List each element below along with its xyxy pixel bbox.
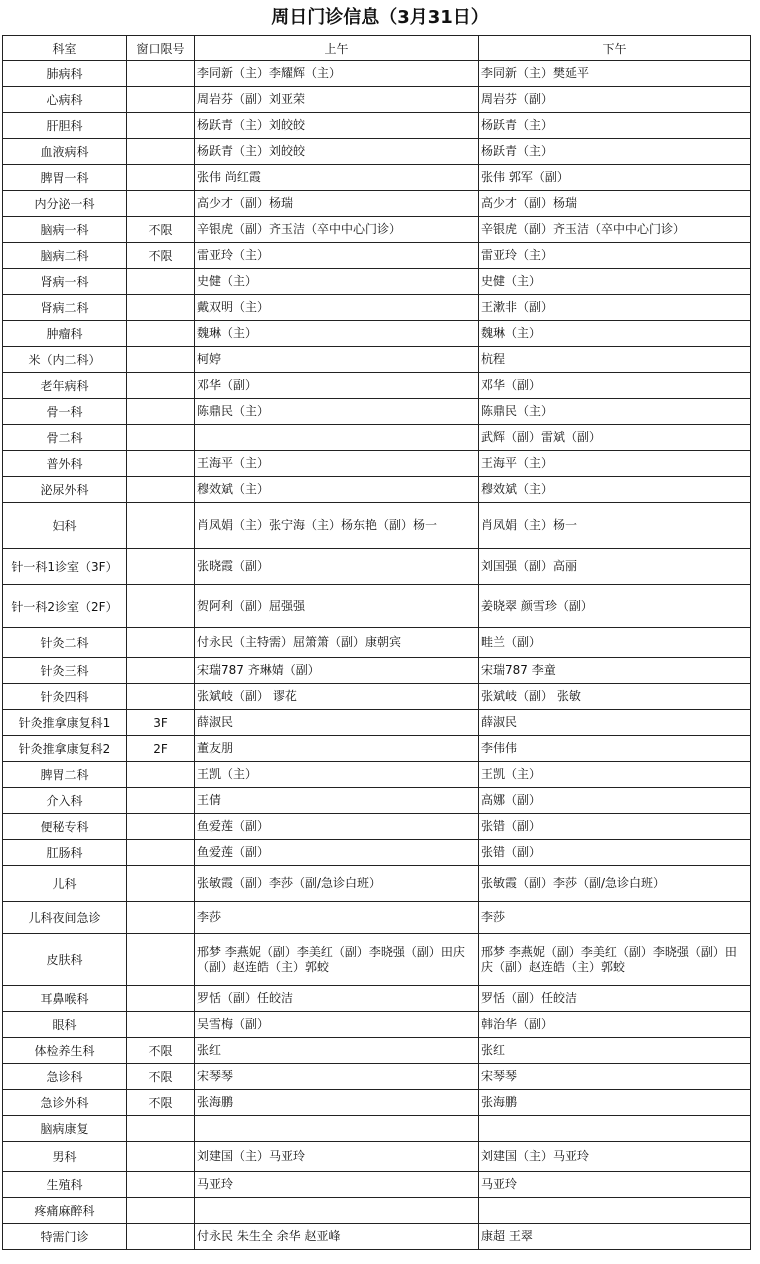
limit-cell [127,321,195,347]
table-row [3,1116,751,1142]
dept-cell: 儿科夜间急诊 [3,902,127,934]
table-row [3,191,751,217]
dept-cell: 老年病科 [3,373,127,399]
limit-cell [127,451,195,477]
dept-cell: 针灸推拿康复科1 [3,710,127,736]
pm-cell: 高娜（副） [479,788,751,814]
am-cell: 刘建国（主）马亚玲 [195,1142,479,1172]
limit-cell [127,814,195,840]
dept-cell: 针灸三科 [3,658,127,684]
pm-cell: 刘建国（主）马亚玲 [479,1142,751,1172]
limit-cell [127,1198,195,1224]
am-cell: 雷亚玲（主） [195,243,479,269]
header-pm: 下午 [479,36,751,61]
limit-cell [127,425,195,451]
table-row [3,902,751,934]
am-cell: 董友朋 [195,736,479,762]
pm-cell: 魏琳（主） [479,321,751,347]
page-title: 周日门诊信息（3月31日） [271,7,489,28]
dept-cell: 针灸推拿康复科2 [3,736,127,762]
am-cell: 陈鼎民（主） [195,399,479,425]
dept-cell: 针一科1诊室（3F） [3,549,127,585]
pm-cell [479,1198,751,1224]
am-cell: 鱼爱莲（副） [195,814,479,840]
am-cell: 罗恬（副）任皎洁 [195,986,479,1012]
am-cell: 张敏霞（副）李莎（副/急诊白班） [195,866,479,902]
table-row [3,165,751,191]
am-cell: 王倩 [195,788,479,814]
dept-cell: 眼科 [3,1012,127,1038]
table-row [3,139,751,165]
table-row [3,503,751,549]
am-cell: 杨跃青（主）刘皎皎 [195,139,479,165]
am-cell: 周岩芬（副）刘亚荣 [195,87,479,113]
header-am: 上午 [195,36,479,61]
table-row [3,399,751,425]
limit-cell [127,139,195,165]
dept-cell: 针灸四科 [3,684,127,710]
pm-cell: 张敏霞（副）李莎（副/急诊白班） [479,866,751,902]
table-row [3,451,751,477]
limit-cell: 不限 [127,217,195,243]
table-row [3,866,751,902]
am-cell: 薛淑民 [195,710,479,736]
limit-cell [127,902,195,934]
limit-cell [127,628,195,658]
am-cell: 辛银虎（副）齐玉洁（卒中中心门诊） [195,217,479,243]
limit-cell [127,684,195,710]
dept-cell: 儿科 [3,866,127,902]
dept-cell: 骨二科 [3,425,127,451]
limit-cell: 不限 [127,1090,195,1116]
pm-cell: 薛淑民 [479,710,751,736]
am-cell: 柯婷 [195,347,479,373]
table-row [3,1198,751,1224]
limit-cell [127,1116,195,1142]
am-cell: 李莎 [195,902,479,934]
limit-cell [127,1012,195,1038]
table-row [3,477,751,503]
limit-cell: 2F [127,736,195,762]
am-cell: 宋瑞787 齐琳婧（副） [195,658,479,684]
dept-cell: 普外科 [3,451,127,477]
pm-cell: 李同新（主）樊延平 [479,61,751,87]
dept-cell: 体检养生科 [3,1038,127,1064]
am-cell: 贺阿利（副）屈强强 [195,585,479,628]
table-row [3,1064,751,1090]
limit-cell [127,585,195,628]
table-row [3,1038,751,1064]
limit-cell [127,113,195,139]
limit-cell [127,477,195,503]
pm-cell: 李莎 [479,902,751,934]
am-cell: 杨跃青（主）刘皎皎 [195,113,479,139]
am-cell: 吴雪梅（副） [195,1012,479,1038]
dept-cell: 脾胃二科 [3,762,127,788]
am-cell: 付永民（主特需）屈箫箫（副）康朝宾 [195,628,479,658]
schedule-table [2,35,751,1250]
limit-cell [127,840,195,866]
table-row [3,1224,751,1250]
limit-cell: 不限 [127,1064,195,1090]
limit-cell [127,165,195,191]
am-cell: 高少才（副）杨瑞 [195,191,479,217]
dept-cell: 男科 [3,1142,127,1172]
limit-cell [127,503,195,549]
am-cell: 史健（主） [195,269,479,295]
am-cell: 王凯（主） [195,762,479,788]
am-cell: 李同新（主）李耀辉（主） [195,61,479,87]
dept-cell: 耳鼻喉科 [3,986,127,1012]
pm-cell: 康超 王翠 [479,1224,751,1250]
limit-cell [127,549,195,585]
am-cell: 张晓霞（副） [195,549,479,585]
am-cell: 宋琴琴 [195,1064,479,1090]
table-row [3,321,751,347]
pm-cell: 雷亚玲（主） [479,243,751,269]
table-row [3,762,751,788]
table-row [3,585,751,628]
pm-cell: 姜晓翠 颜雪珍（副） [479,585,751,628]
pm-cell: 刘国强（副）高丽 [479,549,751,585]
pm-cell: 高少才（副）杨瑞 [479,191,751,217]
am-cell: 肖凤娟（主）张宁海（主）杨东艳（副）杨一 [195,503,479,549]
dept-cell: 皮肤科 [3,934,127,986]
table-row [3,658,751,684]
dept-cell: 米（内二科） [3,347,127,373]
pm-cell: 宋琴琴 [479,1064,751,1090]
limit-cell [127,986,195,1012]
dept-cell: 脑病二科 [3,243,127,269]
dept-cell: 泌尿外科 [3,477,127,503]
table-row [3,986,751,1012]
dept-cell: 肺病科 [3,61,127,87]
pm-cell: 张海鹏 [479,1090,751,1116]
dept-cell: 肿瘤科 [3,321,127,347]
pm-cell: 肖凤娟（主）杨一 [479,503,751,549]
dept-cell: 介入科 [3,788,127,814]
limit-cell: 不限 [127,243,195,269]
dept-cell: 脑病康复 [3,1116,127,1142]
table-row [3,1172,751,1198]
dept-cell: 生殖科 [3,1172,127,1198]
am-cell: 邓华（副） [195,373,479,399]
am-cell [195,1116,479,1142]
limit-cell [127,658,195,684]
am-cell [195,425,479,451]
limit-cell [127,87,195,113]
am-cell: 张伟 尚红霞 [195,165,479,191]
am-cell: 戴双明（主） [195,295,479,321]
dept-cell: 血液病科 [3,139,127,165]
dept-cell: 急诊科 [3,1064,127,1090]
pm-cell: 杨跃青（主） [479,139,751,165]
pm-cell: 韩治华（副） [479,1012,751,1038]
pm-cell: 马亚玲 [479,1172,751,1198]
table-row [3,87,751,113]
pm-cell: 辛银虎（副）齐玉洁（卒中中心门诊） [479,217,751,243]
table-row [3,549,751,585]
dept-cell: 肾病二科 [3,295,127,321]
am-cell: 张红 [195,1038,479,1064]
am-cell: 魏琳（主） [195,321,479,347]
limit-cell [127,269,195,295]
dept-cell: 急诊外科 [3,1090,127,1116]
pm-cell: 武辉（副）雷斌（副） [479,425,751,451]
limit-cell [127,373,195,399]
limit-cell [127,1142,195,1172]
pm-cell: 张斌岐（副） 张敏 [479,684,751,710]
table-row [3,243,751,269]
am-cell: 邢梦 李燕妮（副）李美红（副）李晓强（副）田庆（副）赵连皓（主）郭蛟 [195,934,479,986]
am-cell [195,1198,479,1224]
dept-cell: 便秘专科 [3,814,127,840]
table-row [3,710,751,736]
pm-cell: 邢梦 李燕妮（副）李美红（副）李晓强（副）田庆（副）赵连皓（主）郭蛟 [479,934,751,986]
table-row [3,61,751,87]
table-row [3,347,751,373]
pm-cell [479,1116,751,1142]
dept-cell: 内分泌一科 [3,191,127,217]
pm-cell: 杭程 [479,347,751,373]
pm-cell: 王海平（主） [479,451,751,477]
pm-cell: 张红 [479,1038,751,1064]
pm-cell: 宋瑞787 李童 [479,658,751,684]
pm-cell: 邓华（副） [479,373,751,399]
dept-cell: 脾胃一科 [3,165,127,191]
am-cell: 付永民 朱生全 余华 赵亚峰 [195,1224,479,1250]
pm-cell: 畦兰（副） [479,628,751,658]
limit-cell [127,295,195,321]
dept-cell: 妇科 [3,503,127,549]
dept-cell: 骨一科 [3,399,127,425]
dept-cell: 肛肠科 [3,840,127,866]
table-row [3,840,751,866]
limit-cell [127,762,195,788]
table-row [3,736,751,762]
table-row [3,113,751,139]
limit-cell: 3F [127,710,195,736]
table-row [3,269,751,295]
table-row [3,934,751,986]
pm-cell: 张伟 郭军（副） [479,165,751,191]
pm-cell: 杨跃青（主） [479,113,751,139]
table-row [3,814,751,840]
pm-cell: 李伟伟 [479,736,751,762]
am-cell: 王海平（主） [195,451,479,477]
am-cell: 张斌岐（副） 谬花 [195,684,479,710]
dept-cell: 针一科2诊室（2F） [3,585,127,628]
pm-cell: 张错（副） [479,814,751,840]
dept-cell: 肾病一科 [3,269,127,295]
table-row [3,217,751,243]
am-cell: 穆效斌（主） [195,477,479,503]
limit-cell [127,1172,195,1198]
limit-cell [127,866,195,902]
limit-cell [127,191,195,217]
pm-cell: 史健（主） [479,269,751,295]
dept-cell: 肝胆科 [3,113,127,139]
limit-cell [127,788,195,814]
pm-cell: 王漱非（副） [479,295,751,321]
limit-cell [127,1224,195,1250]
header-dept: 科室 [3,36,127,61]
table-row [3,1012,751,1038]
table-row [3,1090,751,1116]
dept-cell: 针灸二科 [3,628,127,658]
pm-cell: 陈鼎民（主） [479,399,751,425]
table-row [3,373,751,399]
am-cell: 马亚玲 [195,1172,479,1198]
table-row [3,295,751,321]
pm-cell: 王凯（主） [479,762,751,788]
header-row [3,36,751,61]
limit-cell [127,347,195,373]
pm-cell: 周岩芬（副） [479,87,751,113]
limit-cell [127,399,195,425]
table-row [3,684,751,710]
am-cell: 鱼爱莲（副） [195,840,479,866]
dept-cell: 心病科 [3,87,127,113]
pm-cell: 张错（副） [479,840,751,866]
dept-cell: 特需门诊 [3,1224,127,1250]
limit-cell [127,61,195,87]
limit-cell [127,934,195,986]
table-row [3,1142,751,1172]
table-row [3,788,751,814]
pm-cell: 罗恬（副）任皎洁 [479,986,751,1012]
table-row [3,425,751,451]
dept-cell: 脑病一科 [3,217,127,243]
table-row [3,628,751,658]
limit-cell: 不限 [127,1038,195,1064]
am-cell: 张海鹏 [195,1090,479,1116]
dept-cell: 疼痛麻醉科 [3,1198,127,1224]
pm-cell: 穆效斌（主） [479,477,751,503]
header-limit: 窗口限号 [127,36,195,61]
